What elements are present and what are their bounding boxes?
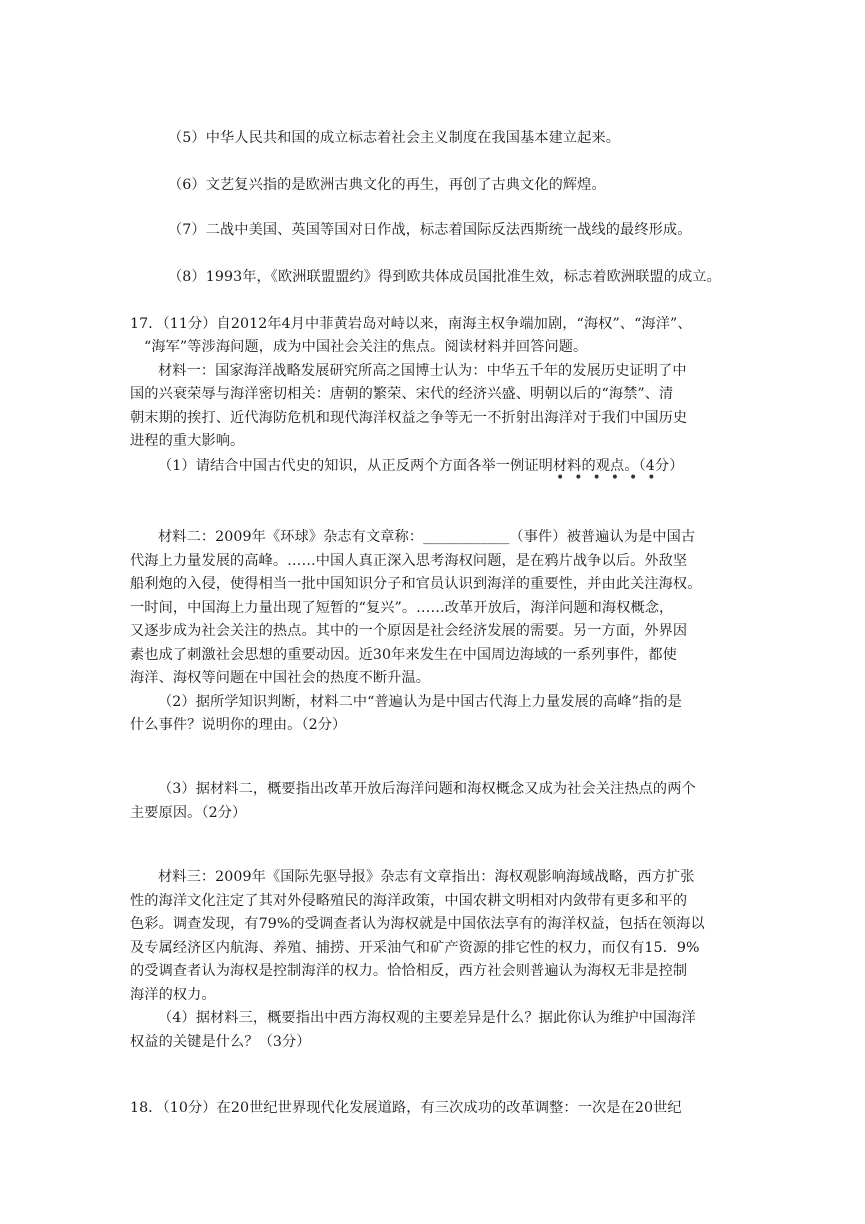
q17-header-line-2: “海军”等涉海问题，成为中国社会关注的焦点。阅读材料并回答问题。 — [144, 339, 588, 355]
statement-5: （5）中华人民共和国的成立标志着社会主义制度在我国基本建立起来。 — [168, 130, 621, 146]
q17-sub-4-line-2: 权益的关键是什么？（3分） — [130, 1034, 311, 1050]
statement-7: （7）二战中美国、英国等国对日作战，标志着国际反法西斯统一战线的最终形成。 — [168, 222, 692, 238]
material2-line-2: 代海上力量发展的高峰。……中国人真正深入思考海权问题，是在鸦片战争以后。外敌坚 — [130, 553, 688, 569]
material1-line-4: 进程的重大影响。 — [130, 433, 245, 449]
q17-sub-3-line-1: （3）据材料二，概要指出改革开放后海洋问题和海权概念又成为社会关注热点的两个 — [158, 781, 696, 797]
emphasis-dots: •••••• — [556, 470, 666, 486]
q18-header: 18．（10分）在20世纪世界现代化发展道路，有三次成功的改革调整：一次是在20世纪 — [130, 1100, 682, 1116]
material1-line-3: 朝末期的挨打、近代海防危机和现代海洋权益之争等无一不折射出海洋对于我们中国历史 — [130, 410, 688, 426]
q17-sub-2-line-1: （2）据所学知识判断，材料二中“普遍认为是中国古代海上力量发展的高峰”指的是 — [158, 694, 682, 710]
q17-sub-4-line-1: （4）据材料三，概要指出中西方海权观的主要差异是什么？据此你认为维护中国海洋 — [158, 1010, 696, 1026]
material1-line-1: 材料一：国家海洋战略发展研究所高之国博士认为：中华五千年的发展历史证明了中 — [158, 363, 687, 379]
q17-header-line-1: 17．（11分）自2012年4月中菲黄岩岛对峙以来，南海主权争端加剧，“海权”、“海洋”、 — [130, 316, 692, 332]
q17-sub-1: （1）请结合中国古代史的知识，从正反两个方面各举一例证明材料的观点。（4分） — [158, 458, 684, 474]
material2-line-5: 又逐步成为社会关注的热点。其中的一个原因是社会经济发展的需要。另一方面，外界因 — [130, 623, 688, 639]
material3-line-1: 材料三：2009年《国际先驱导报》杂志有文章指出：海权观影响海域战略，西方扩张 — [158, 869, 695, 885]
material2-line-3: 船利炮的入侵，使得相当一批中国知识分子和官员认识到海洋的重要性，并由此关注海权。 — [130, 576, 702, 592]
material3-line-4: 及专属经济区内航海、养殖、捕捞、开采油气和矿产资源的排它性的权力，而仅有15．9% — [130, 940, 700, 956]
material3-line-6: 海洋的权力。 — [130, 987, 216, 1003]
q17-sub-2-line-2: 什么事件？说明你的理由。（2分） — [130, 717, 347, 733]
material2-line-1: 材料二：2009年《环球》杂志有文章称：____________（事件）被普遍认为是中国古 — [158, 529, 696, 545]
material3-line-3: 色彩。调查发现，有79%的受调查者认为海权就是中国依法享有的海洋权益，包括在领海以 — [130, 916, 705, 932]
q17-sub-3-line-2: 主要原因。（2分） — [130, 805, 247, 821]
material1-line-2: 国的兴衰荣辱与海洋密切相关：唐朝的繁荣、宋代的经济兴盛、明朝以后的“海禁”、清 — [130, 386, 674, 402]
material2-line-4: 一时间，中国海上力量出现了短暂的“复兴”。……改革开放后，海洋问题和海权概念， — [130, 600, 674, 616]
statement-8: （8）1993年，《欧洲联盟盟约》得到欧共体成员国批准生效，标志着欧洲联盟的成立。 — [168, 269, 721, 285]
material3-line-2: 性的海洋文化注定了其对外侵略殖民的海洋政策，中国农耕文明相对内敛带有更多和平的 — [130, 893, 688, 909]
material3-line-5: 的受调查者认为海权是控制海洋的权力。恰恰相反，西方社会则普遍认为海权无非是控制 — [130, 963, 688, 979]
material2-line-6: 素也成了刺激社会思想的重要动因。近30年来发生在中国周边海域的一系列事件，都使 — [130, 647, 677, 663]
material2-line-7: 海洋、海权等问题在中国社会的热度不断升温。 — [130, 670, 431, 686]
statement-6: （6）文艺复兴指的是欧洲古典文化的再生，再创了古典文化的辉煌。 — [168, 177, 606, 193]
